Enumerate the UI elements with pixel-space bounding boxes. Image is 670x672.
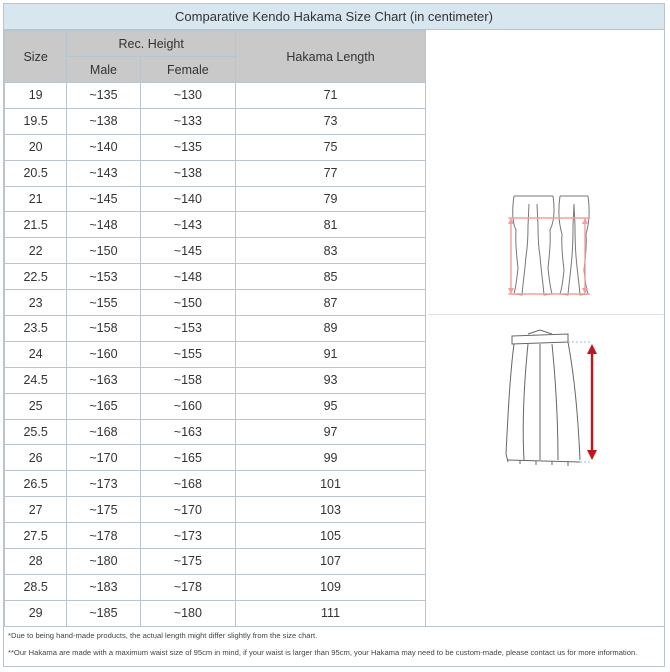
cell-male-height: ~183 [67,574,140,600]
table-row [5,212,426,238]
cell-size: 21.5 [5,212,67,238]
table-row [5,419,426,445]
cell-size: 23.5 [5,316,67,342]
cell-female-height: ~148 [140,264,235,290]
table-row [5,549,426,575]
cell-male-height: ~165 [67,393,140,419]
table-row [5,290,426,316]
cell-size: 25 [5,393,67,419]
cell-hakama-length: 77 [236,160,426,186]
cell-size: 26 [5,445,67,471]
cell-hakama-length: 107 [236,549,426,575]
cell-male-height: ~160 [67,341,140,367]
cell-female-height: ~135 [140,134,235,160]
table-row [5,186,426,212]
cell-size: 24 [5,341,67,367]
table-row [5,108,426,134]
cell-hakama-length: 109 [236,574,426,600]
cell-size: 27 [5,497,67,523]
cell-female-height: ~145 [140,238,235,264]
cell-hakama-length: 81 [236,212,426,238]
table-row [5,497,426,523]
cell-hakama-length: 101 [236,471,426,497]
cell-female-height: ~180 [140,600,235,626]
cell-female-height: ~140 [140,186,235,212]
cell-size: 26.5 [5,471,67,497]
footnotes [4,626,664,668]
cell-female-height: ~138 [140,160,235,186]
cell-male-height: ~178 [67,523,140,549]
cell-male-height: ~148 [67,212,140,238]
cell-female-height: ~133 [140,108,235,134]
header-size: Size [5,31,67,83]
footnote-handmade: *Due to being hand-made products, the actual length might differ slightly from the size chart. [8,631,318,640]
cell-male-height: ~138 [67,108,140,134]
cell-male-height: ~155 [67,290,140,316]
cell-female-height: ~150 [140,290,235,316]
cell-male-height: ~170 [67,445,140,471]
table-row [5,393,426,419]
cell-hakama-length: 97 [236,419,426,445]
table-row [5,83,426,109]
header-rec-height: Rec. Height [67,31,236,57]
table-row [5,600,426,626]
cell-male-height: ~143 [67,160,140,186]
cell-female-height: ~153 [140,316,235,342]
cell-male-height: ~180 [67,549,140,575]
header-male: Male [67,57,140,83]
cell-female-height: ~173 [140,523,235,549]
cell-size: 22.5 [5,264,67,290]
cell-hakama-length: 95 [236,393,426,419]
table-row [5,574,426,600]
table-row [5,367,426,393]
cell-male-height: ~135 [67,83,140,109]
cell-male-height: ~158 [67,316,140,342]
cell-hakama-length: 91 [236,341,426,367]
cell-hakama-length: 99 [236,445,426,471]
cell-size: 25.5 [5,419,67,445]
cell-male-height: ~173 [67,471,140,497]
cell-female-height: ~163 [140,419,235,445]
table-row [5,523,426,549]
footnote-waist: **Our Hakama are made with a maximum waist size of 95cm in mind, if your waist is larger than 95cm, your Hakama may need to be custom-made, please contact us for more information. [8,648,638,657]
cell-size: 19.5 [5,108,67,134]
cell-hakama-length: 93 [236,367,426,393]
measurement-illustrations [428,30,664,626]
cell-hakama-length: 79 [236,186,426,212]
table-row [5,445,426,471]
table-row [5,471,426,497]
cell-male-height: ~145 [67,186,140,212]
cell-hakama-length: 87 [236,290,426,316]
cell-size: 23 [5,290,67,316]
chart-title: Comparative Kendo Hakama Size Chart (in centimeter) [4,4,664,30]
cell-size: 20.5 [5,160,67,186]
size-table [4,30,426,627]
cell-female-height: ~170 [140,497,235,523]
cell-male-height: ~185 [67,600,140,626]
cell-male-height: ~175 [67,497,140,523]
cell-hakama-length: 111 [236,600,426,626]
cell-female-height: ~158 [140,367,235,393]
cell-hakama-length: 89 [236,316,426,342]
cell-size: 24.5 [5,367,67,393]
cell-female-height: ~175 [140,549,235,575]
cell-female-height: ~130 [140,83,235,109]
cell-hakama-length: 105 [236,523,426,549]
cell-size: 28.5 [5,574,67,600]
header-hakama-length: Hakama Length [236,31,426,83]
cell-male-height: ~150 [67,238,140,264]
table-row [5,160,426,186]
cell-size: 27.5 [5,523,67,549]
table-row [5,238,426,264]
hakama-length-icon [428,314,664,626]
header-female: Female [140,57,235,83]
cell-hakama-length: 103 [236,497,426,523]
cell-hakama-length: 75 [236,134,426,160]
cell-hakama-length: 85 [236,264,426,290]
cell-hakama-length: 71 [236,83,426,109]
cell-female-height: ~160 [140,393,235,419]
cell-female-height: ~143 [140,212,235,238]
cell-size: 20 [5,134,67,160]
cell-male-height: ~168 [67,419,140,445]
cell-male-height: ~163 [67,367,140,393]
cell-female-height: ~155 [140,341,235,367]
table-row [5,341,426,367]
cell-size: 29 [5,600,67,626]
cell-female-height: ~178 [140,574,235,600]
cell-male-height: ~153 [67,264,140,290]
cell-female-height: ~165 [140,445,235,471]
cell-hakama-length: 73 [236,108,426,134]
size-table-body [5,83,426,627]
size-chart [3,3,665,667]
cell-size: 22 [5,238,67,264]
legs-measurement-icon [428,30,664,314]
cell-size: 19 [5,83,67,109]
table-row [5,316,426,342]
table-row [5,134,426,160]
cell-hakama-length: 83 [236,238,426,264]
cell-size: 21 [5,186,67,212]
cell-size: 28 [5,549,67,575]
cell-female-height: ~168 [140,471,235,497]
table-row [5,264,426,290]
cell-male-height: ~140 [67,134,140,160]
